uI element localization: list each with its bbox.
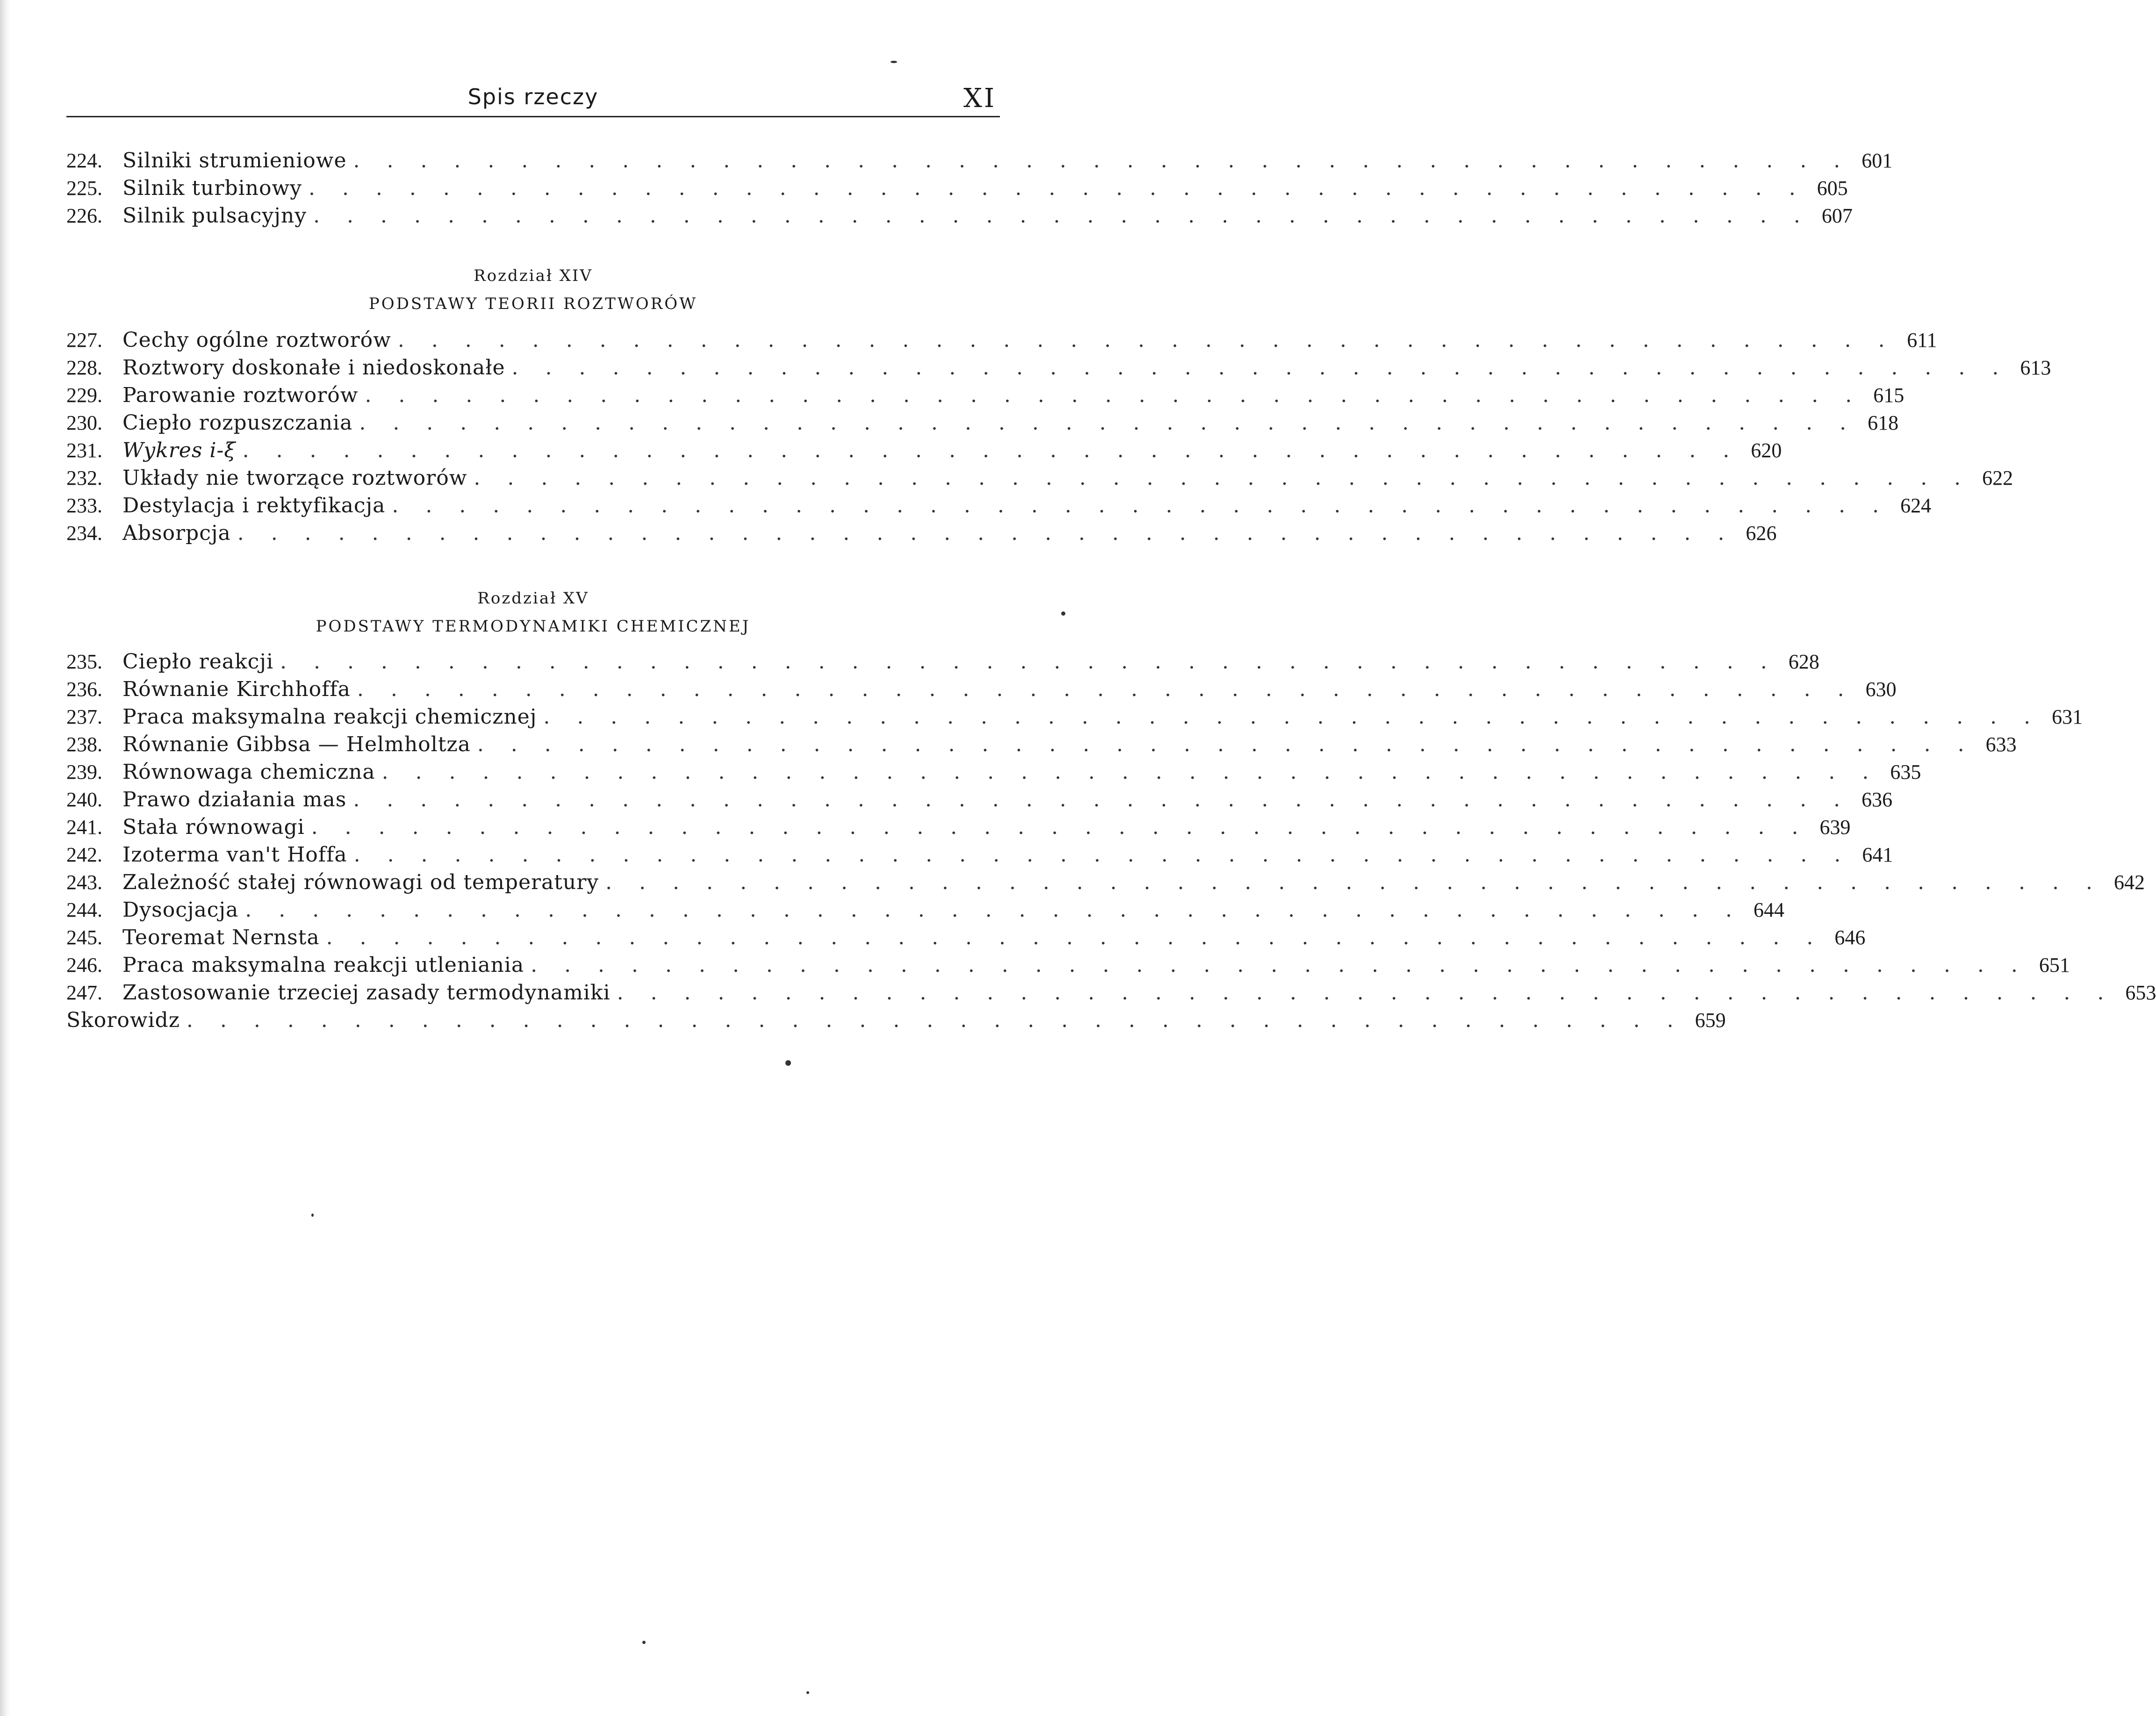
dot-leader: . . . . . . . . . . . . . . . . . . . . . . . . . . . . . . . . . . . . . . . . . . . . . xyxy=(397,328,1895,352)
entry-title: Teoremat Nernsta xyxy=(122,926,320,949)
entry-number: 233. xyxy=(66,494,102,517)
dot-leader: . . . . . . . . . . . . . . . . . . . . . . . . . . . . . . . . . . . . . . . . . . . . . xyxy=(357,677,1854,701)
entry-number: 239. xyxy=(66,761,102,783)
entry-number: 230. xyxy=(66,411,102,434)
toc-entry xyxy=(66,176,1848,204)
toc-entry xyxy=(66,149,1893,176)
entry-title: Stała równowagi xyxy=(122,815,305,839)
entry-page: 626 xyxy=(1746,522,1777,545)
entry-title: Zależność stałej równowagi od temperatury xyxy=(122,870,599,894)
entry-page: 607 xyxy=(1821,204,1853,227)
entry-number: 241. xyxy=(66,816,102,839)
scan-speck xyxy=(891,61,897,63)
entry-page: 636 xyxy=(1861,788,1893,811)
scan-speck xyxy=(642,1641,646,1644)
entry-page: 618 xyxy=(1868,411,1899,434)
dot-leader: . . . . . . . . . . . . . . . . . . . . . . . . . . . . . . . . . . . . . . . . . . . . . xyxy=(365,383,1862,407)
toc-entry xyxy=(66,981,2156,1008)
entry-page: 615 xyxy=(1873,384,1904,407)
dot-leader: . . . . . . . . . . . . . . . . . . . . . . . . . . . . . . . . . . . . . . . . . . . . . xyxy=(353,149,1851,172)
entry-title: Równanie Kirchhoffa xyxy=(122,677,351,701)
dot-leader: . . . . . . . . . . . . . . . . . . . . . . . . . . . . . . . . . . . . . . . . . . . . . xyxy=(237,521,1735,545)
dot-leader: . . . . . . . . . . . . . . . . . . . . . . . . . . . . . . . . . . . . . . . . . . . . . xyxy=(308,176,1806,200)
entry-page: 653 xyxy=(2125,981,2156,1004)
entry-page: 613 xyxy=(2020,356,2051,379)
entry-title: Silnik pulsacyjny xyxy=(122,204,307,228)
dot-leader: . . . . . . . . . . . . . . . . . . . . . . . . . . . . . . . . . . . . . . . . . . . . . xyxy=(477,732,1975,756)
entry-title: Dysocjacja xyxy=(122,898,239,922)
entry-title: Równanie Gibbsa — Helmholtza xyxy=(122,732,471,756)
chapter-15-label: Rozdział XV xyxy=(477,589,589,608)
toc-section-continued xyxy=(66,149,1893,231)
entry-number: 246. xyxy=(66,954,102,976)
entry-page: 659 xyxy=(1695,1009,1726,1032)
entry-number: 243. xyxy=(66,871,102,894)
dot-leader: . . . . . . . . . . . . . . . . . . . . . . . . . . . . . . . . . . . . . . . . . . . . . xyxy=(313,204,1811,228)
toc-entry xyxy=(66,953,2070,981)
entry-title: Układy nie tworzące roztworów xyxy=(122,466,467,490)
toc-entry xyxy=(66,788,1893,815)
entry-title: Ciepło rozpuszczania xyxy=(122,411,353,435)
entry-title: Cechy ogólne roztworów xyxy=(122,328,391,352)
entry-title: Silniki strumieniowe xyxy=(122,149,347,172)
entry-page: 611 xyxy=(1907,329,1937,352)
dot-leader: . . . . . . . . . . . . . . . . . . . . . . . . . . . . . . . . . . . . . . . . . . . . . xyxy=(311,815,1809,839)
toc-chapter-15 xyxy=(66,650,2156,1036)
entry-number: 247. xyxy=(66,981,102,1004)
dot-leader: . . . . . . . . . . . . . . . . . . . . . . . . . . . . . . . . . . . . . . . . . . . . . xyxy=(353,843,1851,867)
entry-title: Izoterma van't Hoffa xyxy=(122,843,347,867)
toc-entry xyxy=(66,870,2145,898)
page-number-roman: XI xyxy=(963,83,996,114)
entry-number: 234. xyxy=(66,522,102,545)
toc-entry xyxy=(66,204,1853,231)
entry-number: 244. xyxy=(66,898,102,921)
entry-number: 235. xyxy=(66,650,102,673)
entry-number: 242. xyxy=(66,843,102,866)
entry-title: Roztwory doskonałe i niedoskonałe xyxy=(122,356,505,380)
entry-title: Prawo działania mas xyxy=(122,788,347,811)
entry-title: Silnik turbinowy xyxy=(122,176,302,200)
entry-number: 226. xyxy=(66,204,102,227)
toc-entry xyxy=(66,843,1893,870)
toc-entry xyxy=(66,650,1819,677)
toc-entry xyxy=(66,383,1904,411)
entry-number: 225. xyxy=(66,177,102,200)
toc-entry xyxy=(66,732,2017,760)
dot-leader: . . . . . . . . . . . . . . . . . . . . . . . . . . . . . . . . . . . . . . . . . . . . . xyxy=(326,926,1824,949)
chapter-14-title: PODSTAWY TEORII ROZTWORÓW xyxy=(368,294,698,313)
entry-page: 642 xyxy=(2113,871,2145,894)
dot-leader: . . . . . . . . . . . . . . . . . . . . . . . . . . . . . . . . . . . . . . . . . . . . . xyxy=(242,438,1740,462)
entry-page: 644 xyxy=(1754,898,1785,921)
toc-chapter-14 xyxy=(66,328,2051,549)
toc-entry xyxy=(66,705,2083,732)
entry-page: 646 xyxy=(1834,926,1866,949)
entry-number: 228. xyxy=(66,356,102,379)
entry-title: Parowanie roztworów xyxy=(122,383,359,407)
toc-entry xyxy=(66,926,1866,953)
dot-leader: . . . . . . . . . . . . . . . . . . . . . . . . . . . . . . . . . . . . . . . . . . . . . xyxy=(245,898,1743,922)
entry-page: 620 xyxy=(1751,439,1782,462)
running-header-title: Spis rzeczy xyxy=(467,84,599,109)
entry-number: 227. xyxy=(66,329,102,352)
entry-number: 231. xyxy=(66,439,102,462)
dot-leader: . . . . . . . . . . . . . . . . . . . . . . . . . . . . . . . . . . . . . . . . . . . . . xyxy=(617,981,2114,1005)
entry-page: 628 xyxy=(1788,650,1819,673)
entry-page: 633 xyxy=(1985,733,2017,756)
toc-entry xyxy=(66,438,1782,466)
entry-page: 601 xyxy=(1861,149,1893,172)
toc-entry xyxy=(66,356,2051,383)
entry-number: 224. xyxy=(66,149,102,172)
entry-title: Destylacja i rektyfikacja xyxy=(122,494,386,517)
scan-speck xyxy=(311,1213,314,1217)
dot-leader: . . . . . . . . . . . . . . . . . . . . . . . . . . . . . . . . . . . . . . . . . . . . . xyxy=(186,1008,1684,1032)
entry-page: 630 xyxy=(1865,678,1897,701)
entry-title: Absorpcja xyxy=(122,521,231,545)
entry-page: 622 xyxy=(1982,467,2013,489)
entry-page: 635 xyxy=(1890,761,1921,783)
entry-page: 639 xyxy=(1819,816,1851,839)
entry-title: Skorowidz xyxy=(66,1008,180,1032)
entry-number: 240. xyxy=(66,788,102,811)
running-header xyxy=(66,79,1000,117)
dot-leader: . . . . . . . . . . . . . . . . . . . . . . . . . . . . . . . . . . . . . . . . . . . . . xyxy=(359,411,1857,435)
dot-leader: . . . . . . . . . . . . . . . . . . . . . . . . . . . . . . . . . . . . . . . . . . . . . xyxy=(381,760,1879,784)
toc-entry xyxy=(66,494,1932,521)
entry-title: Praca maksymalna reakcji chemicznej xyxy=(122,705,537,729)
entry-page: 605 xyxy=(1817,177,1848,200)
entry-page: 651 xyxy=(2039,954,2070,976)
entry-title: Wykres i-ξ xyxy=(122,438,236,462)
dot-leader: . . . . . . . . . . . . . . . . . . . . . . . . . . . . . . . . . . . . . . . . . . . . . xyxy=(474,466,1971,490)
dot-leader: . . . . . . . . . . . . . . . . . . . . . . . . . . . . . . . . . . . . . . . . . . . . . xyxy=(531,953,2028,977)
entry-number: 237. xyxy=(66,705,102,728)
entry-title: Równowaga chemiczna xyxy=(122,760,375,784)
dot-leader: . . . . . . . . . . . . . . . . . . . . . . . . . . . . . . . . . . . . . . . . . . . . . xyxy=(511,356,2009,380)
toc-entry xyxy=(66,521,1777,549)
scan-speck xyxy=(1061,611,1065,616)
chapter-15-title: PODSTAWY TERMODYNAMIKI CHEMICZNEJ xyxy=(316,617,751,636)
entry-page: 624 xyxy=(1900,494,1932,517)
toc-entry xyxy=(66,898,1785,926)
scan-speck xyxy=(785,1060,791,1066)
entry-number: 229. xyxy=(66,384,102,407)
toc-entry xyxy=(66,466,2013,494)
dot-leader: . . . . . . . . . . . . . . . . . . . . . . . . . . . . . . . . . . . . . . . . . . . . . xyxy=(392,494,1890,517)
dot-leader: . . . . . . . . . . . . . . . . . . . . . . . . . . . . . . . . . . . . . . . . . . . . . xyxy=(353,788,1851,811)
toc-entry xyxy=(66,411,1899,438)
dot-leader: . . . . . . . . . . . . . . . . . . . . . . . . . . . . . . . . . . . . . . . . . . . . . xyxy=(543,705,2041,729)
entry-title: Praca maksymalna reakcji utleniania xyxy=(122,953,525,977)
scan-speck xyxy=(806,1691,809,1694)
entry-title: Zastosowanie trzeciej zasady termodynamiki xyxy=(122,981,611,1005)
entry-number: 238. xyxy=(66,733,102,756)
dot-leader: . . . . . . . . . . . . . . . . . . . . . . . . . . . . . . . . . . . . . . . . . . . . . xyxy=(605,870,2103,894)
entry-number: 245. xyxy=(66,926,102,949)
chapter-14-label: Rozdział XIV xyxy=(474,266,593,285)
entry-title: Ciepło reakcji xyxy=(122,650,274,674)
dot-leader: . . . . . . . . . . . . . . . . . . . . . . . . . . . . . . . . . . . . . . . . . . . . . xyxy=(280,650,1777,674)
toc-entry xyxy=(66,328,1937,356)
entry-number: 232. xyxy=(66,467,102,489)
toc-entry xyxy=(66,760,1921,788)
toc-entry xyxy=(66,677,1897,705)
entry-number: 236. xyxy=(66,678,102,701)
entry-page: 631 xyxy=(2052,705,2083,728)
toc-entry-index xyxy=(66,1008,1726,1036)
entry-page: 641 xyxy=(1862,843,1893,866)
toc-entry xyxy=(66,815,1851,843)
